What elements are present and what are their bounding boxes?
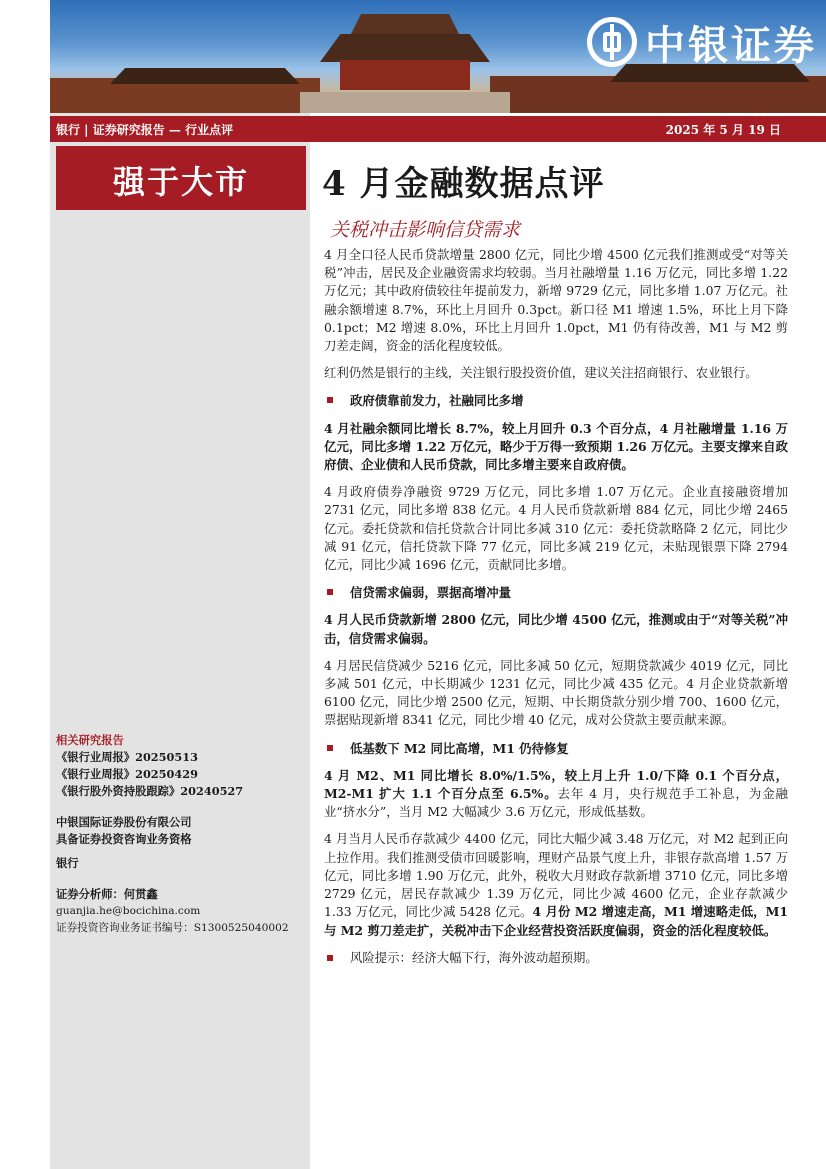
intro-paragraph: 4 月全口径人民币贷款增量 2800 亿元，同比少增 4500 亿元我们推测或受“对等关税”冲击，居民及企业融资需求均较弱。当月社融增量 1.16 万亿元，同比多增 1.22 万亿元；其中政府债较往年提前发力，新增 9729 亿元，同比多增 1.07 万亿元。社融余额增速 8.7%，环比上月回升 0.3pct。新口径 M1 增速 1.5%，环比上月下降 0.1pct；M2 增速 8.0%，环比上月回升 1.0pct，M1 仍有待改善，M1 与 M2 剪刀差走阔，资金的活化程度较低。 (324, 247, 788, 354)
sidebar-info (56, 732, 306, 937)
sector-label: 银行 (56, 856, 79, 870)
section-heading (324, 392, 788, 410)
analyst-name: 证券分析师：何贯鑫 (56, 887, 158, 901)
section-text-paragraph (324, 830, 788, 939)
related-report-item: 《银行股外资持股跟踪》20240527 (56, 784, 244, 798)
company-logo (587, 14, 817, 70)
section-heading (324, 584, 788, 602)
org-name: 中银国际证券股份有限公司 (56, 815, 192, 829)
bullet-square-icon (327, 397, 333, 403)
report-date: 2025 年 5 月 19 日 (665, 123, 781, 137)
section-lead: 4 月 M2、M1 同比增长 8.0%/1.5%，较上月上升 1.0/下降 0.1 个百分点，M2-M1 扩大 1.1 个百分点至 6.5%。 (324, 767, 788, 802)
section-text: 4 月政府债券净融资 9729 万亿元，同比多增 1.07 万亿元。企业直接融资增加 2731 亿元，同比多增 838 亿元。4 月人民币贷款新增 884 亿元，同比少增 2465 亿元。委托贷款和信托贷款合计同比多减 310 亿元：委托贷款略降 2 亿元，同比少减 91 亿元，信托贷款下降 77 亿元，同比多减 219 亿元，未贴现银票下降 2794 亿元，同比少减 1696 亿元，贡献同比多增。 (324, 484, 788, 573)
analyst-cert: 证券投资咨询业务证书编号：S1300525040002 (56, 922, 289, 934)
org-qualification: 具备证券投资咨询业务资格 (56, 832, 192, 846)
analyst-email: guanjia.he@bocichina.com (56, 905, 201, 917)
bank-of-china-icon (587, 17, 637, 67)
section-lead: 4 月人民币贷款新增 2800 亿元，同比少增 4500 亿元，推测或由于“对等关税”冲击，信贷需求偏弱。 (324, 612, 788, 646)
recommendation-paragraph: 红利仍然是银行的主线，关注银行股投资价值，建议关注招商银行、农业银行。 (324, 365, 758, 381)
related-report-item: 《银行业周报》20250429 (56, 767, 198, 781)
section-heading-text: 信贷需求偏弱，票据高增冲量 (350, 585, 512, 601)
breadcrumb: 银行 | 证券研究报告 — 行业点评 (56, 123, 234, 137)
section-heading-text: 政府债靠前发力，社融同比多增 (350, 393, 524, 409)
palace-hall (340, 60, 470, 90)
bullet-square-icon (327, 745, 333, 751)
section-lead-paragraph (324, 767, 788, 822)
section-lead: 4 月社融余额同比增长 8.7%，较上月回升 0.3 个百分点，4 月社融增量 1.16 万亿元，同比多增 1.22 万亿元，略少于万得一致预期 1.26 万亿元。主要支撑来自政府债、企业债和人民币贷款，同比多增主要来自政府债。 (324, 420, 788, 473)
section-heading-text: 低基数下 M2 同比高增，M1 仍待修复 (350, 740, 569, 756)
report-body (324, 246, 788, 976)
logo-text: 中银证券 (645, 22, 817, 69)
sidebar-panel (50, 113, 310, 1169)
header-banner (50, 0, 826, 113)
bullet-square-icon (327, 589, 333, 595)
section-text-bold: 4 月份 M2 增速走高，M1 增速略走低，M1 与 M2 剪刀差走扩，关税冲击下企业经营投资活跃度偏弱，资金的活化程度较低。 (324, 904, 788, 938)
page-title: 4 月金融数据点评 (322, 164, 605, 204)
header-bar (50, 116, 826, 142)
palace-roof-top (350, 14, 460, 36)
section-lead-tail: 去年 4 月，央行规范手工补息，为金融业“挤水分”，当月 M2 大幅减少 3.6 万亿元，形成低基数。 (324, 786, 788, 820)
section-text: 4 月居民信贷减少 5216 亿元，同比多减 50 亿元，短期贷款减少 4019 亿元，同比多减 501 亿元，中长期减少 1231 亿元，同比少减 435 亿元。4 月企业贷款新增 6100 亿元，同比少增 2500 亿元，短期、中长期贷款分别少增 700、1600 亿元，票据贴现新增 8341 亿元，同比少增 40 亿元，成对公贷款主要贡献来源。 (324, 657, 788, 728)
related-report-item: 《银行业周报》20250513 (56, 750, 198, 764)
bullet-square-icon (327, 955, 333, 961)
section-heading (324, 740, 788, 758)
palace-stairs (300, 92, 510, 113)
rating-label: 强于大市 (112, 163, 249, 201)
related-reports-title: 相关研究报告 (56, 733, 124, 747)
side-roof-left (110, 68, 300, 84)
risk-text: 风险提示：经济大幅下行，海外波动超预期。 (350, 949, 598, 965)
page-subtitle: 关税冲击影响信贷需求 (330, 219, 521, 241)
section-text: 4 月当月人民币存款减少 4400 亿元，同比大幅少减 3.48 万亿元，对 M2 起到正向上拉作用。我们推测受债市回暖影响，理财产品景气度上升，非银存款高增 1.57 万亿元，同比多增 1.90 万亿元，此外，税收大月财政存款新增 3710 亿元，同比多增 2729 亿元，居民存款减少 1.39 万亿元，同比少减 4600 亿元，企业存款减少 1.33 万亿元，同比少减 5428 亿元。 (324, 831, 788, 920)
risk-warning (324, 949, 788, 967)
rating-badge (56, 146, 306, 210)
